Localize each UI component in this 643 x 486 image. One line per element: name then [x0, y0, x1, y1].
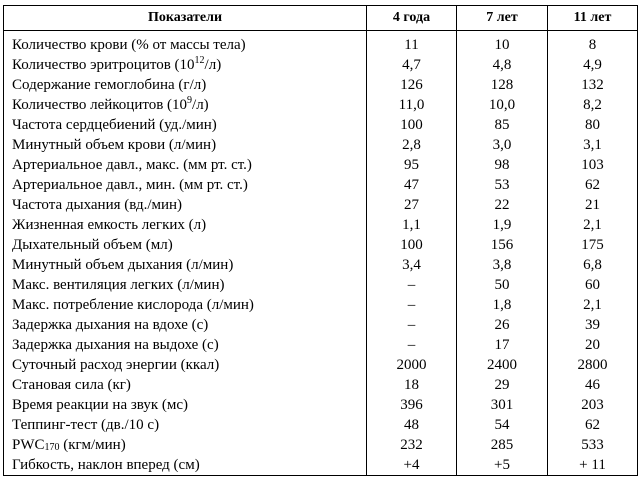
table-row	[4, 195, 638, 215]
table-row	[4, 235, 638, 255]
age-4-value: –	[367, 335, 457, 355]
table-row	[4, 455, 638, 476]
age-7-value: 1,9	[457, 215, 548, 235]
indicator-name-unit: (кгм/мин)	[59, 436, 126, 453]
age-11-value: 4,9	[548, 55, 638, 75]
indicator-name: Количество крови (% от массы тела)	[4, 31, 367, 56]
header-row	[4, 6, 638, 31]
indicator-name-text: Количество эритроцитов (10	[12, 56, 195, 73]
age-7-value: 128	[457, 75, 548, 95]
age-7-value: 10,0	[457, 95, 548, 115]
table-row	[4, 95, 638, 115]
table-row	[4, 255, 638, 275]
age-7-value: 29	[457, 375, 548, 395]
age-7-value: 53	[457, 175, 548, 195]
age-4-value: 2000	[367, 355, 457, 375]
age-11-value: + 11	[548, 455, 638, 476]
age-7-value: 26	[457, 315, 548, 335]
indicator-name: Артериальное давл., мин. (мм рт. ст.)	[4, 175, 367, 195]
age-11-value: 533	[548, 435, 638, 455]
age-11-value: 62	[548, 175, 638, 195]
indicator-name: Жизненная емкость легких (л)	[4, 215, 367, 235]
indicator-name: Задержка дыхания на выдохе (с)	[4, 335, 367, 355]
age-11-value: 103	[548, 155, 638, 175]
subscript: 170	[44, 441, 60, 453]
table-row	[4, 415, 638, 435]
table-row	[4, 395, 638, 415]
indicator-name: Время реакции на звук (мс)	[4, 395, 367, 415]
header-age-11: 11 лет	[548, 6, 638, 31]
table-row	[4, 315, 638, 335]
table-header	[4, 6, 638, 31]
age-4-value: 4,7	[367, 55, 457, 75]
table-row	[4, 175, 638, 195]
age-11-value: 39	[548, 315, 638, 335]
indicator-name: Гибкость, наклон вперед (см)	[4, 455, 367, 476]
age-11-value: 132	[548, 75, 638, 95]
age-11-value: 2,1	[548, 215, 638, 235]
physiology-table	[3, 5, 638, 476]
table-row	[4, 435, 638, 455]
indicator-name-unit: /л)	[204, 56, 222, 73]
indicator-name: Дыхательный объем (мл)	[4, 235, 367, 255]
indicator-name: Артериальное давл., макс. (мм рт. ст.)	[4, 155, 367, 175]
age-7-value: 4,8	[457, 55, 548, 75]
age-11-value: 20	[548, 335, 638, 355]
age-7-value: +5	[457, 455, 548, 476]
age-7-value: 3,0	[457, 135, 548, 155]
age-4-value: 396	[367, 395, 457, 415]
age-4-value: –	[367, 315, 457, 335]
age-7-value: 17	[457, 335, 548, 355]
indicator-name: Частота сердцебиений (уд./мин)	[4, 115, 367, 135]
age-4-value: 11,0	[367, 95, 457, 115]
indicator-name: Содержание гемоглобина (г/л)	[4, 75, 367, 95]
age-7-value: 301	[457, 395, 548, 415]
indicator-name-text: Количество лейкоцитов (10	[12, 96, 188, 113]
header-age-7: 7 лет	[457, 6, 548, 31]
superscript: 9	[187, 95, 193, 106]
age-11-value: 80	[548, 115, 638, 135]
table-row	[4, 135, 638, 155]
table-row	[4, 295, 638, 315]
indicator-name	[4, 55, 367, 75]
age-4-value: –	[367, 275, 457, 295]
table-row	[4, 375, 638, 395]
age-4-value: 100	[367, 235, 457, 255]
header-indicators: Показатели	[4, 6, 367, 31]
indicator-name: Становая сила (кг)	[4, 375, 367, 395]
table-row	[4, 275, 638, 295]
age-7-value: 156	[457, 235, 548, 255]
age-11-value: 46	[548, 375, 638, 395]
age-7-value: 54	[457, 415, 548, 435]
indicator-name	[4, 435, 367, 455]
indicator-name-unit: /л)	[192, 96, 209, 113]
indicator-name: Макс. потребление кислорода (л/мин)	[4, 295, 367, 315]
age-11-value: 2,1	[548, 295, 638, 315]
age-4-value: 126	[367, 75, 457, 95]
age-4-value: +4	[367, 455, 457, 476]
table-row	[4, 215, 638, 235]
age-4-value: 48	[367, 415, 457, 435]
age-11-value: 8	[548, 31, 638, 56]
age-4-value: 27	[367, 195, 457, 215]
age-7-value: 50	[457, 275, 548, 295]
age-7-value: 85	[457, 115, 548, 135]
age-7-value: 22	[457, 195, 548, 215]
table-row	[4, 335, 638, 355]
table-row	[4, 31, 638, 56]
indicator-name: Частота дыхания (вд./мин)	[4, 195, 367, 215]
age-4-value: 2,8	[367, 135, 457, 155]
age-4-value: 1,1	[367, 215, 457, 235]
age-7-value: 2400	[457, 355, 548, 375]
age-11-value: 175	[548, 235, 638, 255]
age-4-value: 95	[367, 155, 457, 175]
age-7-value: 285	[457, 435, 548, 455]
table-body	[4, 31, 638, 476]
age-7-value: 10	[457, 31, 548, 56]
age-11-value: 62	[548, 415, 638, 435]
indicator-name: Макс. вентиляция легких (л/мин)	[4, 275, 367, 295]
table-row	[4, 155, 638, 175]
age-11-value: 21	[548, 195, 638, 215]
indicator-name: Теппинг-тест (дв./10 с)	[4, 415, 367, 435]
indicator-name	[4, 95, 367, 115]
indicator-name: Минутный объем дыхания (л/мин)	[4, 255, 367, 275]
indicator-name: Суточный расход энергии (ккал)	[4, 355, 367, 375]
age-4-value: 47	[367, 175, 457, 195]
age-4-value: 3,4	[367, 255, 457, 275]
age-4-value: 232	[367, 435, 457, 455]
table-row	[4, 355, 638, 375]
age-11-value: 2800	[548, 355, 638, 375]
age-4-value: –	[367, 295, 457, 315]
header-age-4: 4 года	[367, 6, 457, 31]
age-7-value: 98	[457, 155, 548, 175]
age-4-value: 18	[367, 375, 457, 395]
age-7-value: 3,8	[457, 255, 548, 275]
table-row	[4, 75, 638, 95]
age-11-value: 60	[548, 275, 638, 295]
age-11-value: 6,8	[548, 255, 638, 275]
indicator-name-text: PWC	[12, 436, 45, 453]
table-row	[4, 55, 638, 75]
age-7-value: 1,8	[457, 295, 548, 315]
age-4-value: 11	[367, 31, 457, 56]
indicator-name: Минутный объем крови (л/мин)	[4, 135, 367, 155]
age-11-value: 3,1	[548, 135, 638, 155]
age-11-value: 203	[548, 395, 638, 415]
age-4-value: 100	[367, 115, 457, 135]
table-row	[4, 115, 638, 135]
superscript: 12	[194, 55, 205, 66]
age-11-value: 8,2	[548, 95, 638, 115]
indicator-name: Задержка дыхания на вдохе (с)	[4, 315, 367, 335]
